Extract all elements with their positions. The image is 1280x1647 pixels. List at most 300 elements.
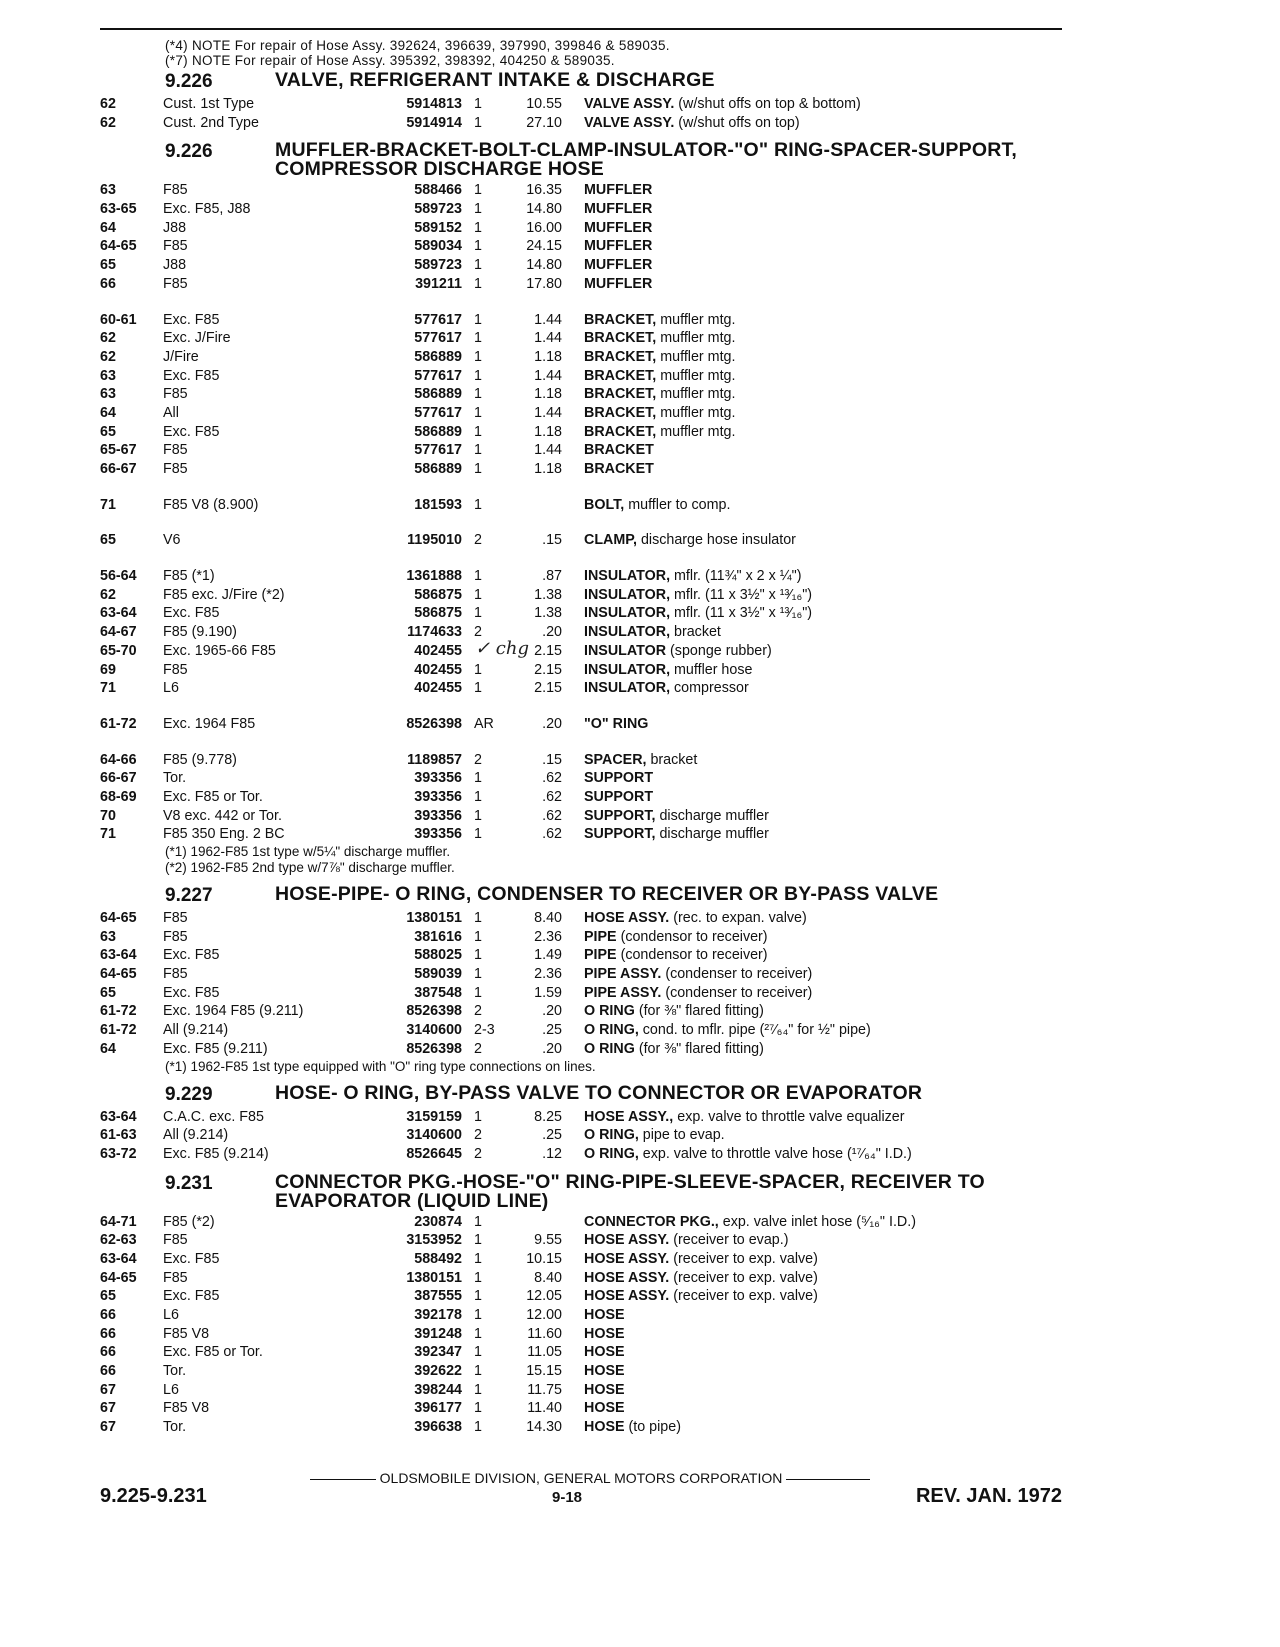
model-year: 65	[100, 984, 116, 1001]
part-number: 393356	[414, 807, 462, 824]
price: .25	[542, 1022, 562, 1039]
description-cell	[562, 114, 1062, 133]
part-name: CLAMP,	[584, 532, 637, 549]
model-year: 64-65	[100, 238, 137, 255]
model-cell	[163, 1269, 375, 1288]
section-footnote: (*2) 1962-F85 2nd type w/7⅞" discharge muffler.	[165, 860, 455, 875]
part-number: 588025	[414, 947, 462, 964]
part-row	[100, 909, 1062, 928]
model-year: 64-65	[100, 910, 137, 926]
part-number: 392622	[414, 1363, 462, 1380]
part-name: O RING	[584, 1040, 635, 1057]
quantity: 1	[474, 1269, 482, 1286]
model-name: V6	[163, 532, 185, 548]
part-description: cond. to mflr. pipe (²⁷⁄₆₄" for ½" pipe)	[638, 1022, 871, 1039]
description-cell	[562, 1269, 1062, 1288]
quantity: 2-3	[474, 1022, 495, 1039]
part-name: MUFFLER	[584, 238, 653, 255]
part-row	[100, 237, 1062, 256]
model-cell	[163, 1418, 375, 1437]
model-name: F85	[163, 238, 192, 254]
section-heading	[100, 1081, 1062, 1106]
quantity: 1	[474, 1363, 482, 1380]
description-cell	[562, 1002, 1062, 1021]
model-year: 67	[100, 1419, 116, 1436]
part-number: 230874	[414, 1213, 462, 1230]
price: 14.80	[526, 201, 562, 218]
model-cell	[163, 237, 375, 256]
quantity: 1	[474, 826, 482, 843]
part-row	[100, 807, 1062, 826]
quantity: 1	[474, 114, 482, 131]
part-description: discharge hose insulator	[636, 532, 796, 549]
model-year: 62	[100, 114, 116, 131]
model-cell	[163, 984, 375, 1003]
part-number: 3153952	[406, 1232, 462, 1249]
description-cell	[562, 385, 1062, 404]
part-number: 393356	[414, 770, 462, 787]
part-row	[100, 1269, 1062, 1288]
quantity: 1	[474, 96, 482, 112]
part-number: 589152	[414, 219, 462, 236]
part-number: 8526398	[406, 1003, 462, 1020]
description-cell	[562, 531, 1062, 550]
model-cell	[163, 661, 375, 680]
part-number: 3159159	[406, 1108, 462, 1125]
model-cell	[163, 1145, 375, 1164]
model-name: F85	[163, 442, 192, 458]
part-row	[100, 751, 1062, 770]
part-row	[100, 1381, 1062, 1400]
model-cell	[163, 1213, 375, 1232]
description-cell	[562, 567, 1062, 586]
description-cell	[562, 441, 1062, 460]
model-year: 66-67	[100, 770, 137, 787]
price: 14.80	[526, 257, 562, 274]
part-row	[100, 1021, 1062, 1040]
description-cell	[562, 1399, 1062, 1418]
quantity: 1	[474, 807, 482, 824]
footer-revision: REV. JAN. 1972	[915, 1485, 1062, 1507]
part-row	[100, 1002, 1062, 1021]
model-year: 61-72	[100, 1003, 137, 1020]
model-name: F85	[163, 966, 192, 982]
price: 1.18	[534, 423, 562, 440]
model-name: F85	[163, 276, 192, 292]
model-name: Exc. F85	[163, 985, 223, 1001]
model-name: Exc. F85, J88	[163, 201, 254, 217]
model-name: V8 exc. 442 or Tor.	[163, 808, 286, 824]
part-name: HOSE ASSY.,	[584, 1108, 674, 1125]
part-row	[100, 1040, 1062, 1059]
part-number: 586889	[414, 461, 462, 477]
group-spacer	[100, 734, 1062, 751]
footer-page-number: 9-18	[552, 1489, 583, 1506]
price: .62	[542, 788, 562, 805]
section-spacer	[100, 132, 1062, 138]
model-year: 65	[100, 257, 116, 274]
quantity: 1	[474, 661, 482, 678]
model-cell	[163, 909, 375, 928]
quantity: 1	[474, 966, 482, 983]
description-cell	[562, 661, 1062, 680]
description-cell	[562, 604, 1062, 623]
model-name: Exc. F85	[163, 947, 223, 963]
price: .20	[542, 715, 562, 732]
part-row	[100, 769, 1062, 788]
model-name: J/Fire	[163, 349, 203, 365]
part-name: BOLT,	[584, 496, 625, 513]
description-cell	[562, 642, 1062, 661]
part-name: INSULATOR,	[584, 586, 671, 603]
part-name: CONNECTOR PKG.,	[584, 1213, 719, 1230]
price: 2.36	[534, 966, 562, 983]
part-name: BRACKET,	[584, 330, 657, 347]
part-row	[100, 496, 1062, 515]
part-row	[100, 825, 1062, 844]
part-number: 402455	[414, 642, 462, 659]
model-cell	[163, 219, 375, 238]
price: .62	[542, 770, 562, 787]
top-rule	[100, 28, 1062, 30]
part-number: 393356	[414, 788, 462, 805]
part-description: mflr. (11 x 3½" x ¹³⁄₁₆")	[670, 605, 813, 622]
model-cell	[163, 423, 375, 442]
model-name: Exc. F85 or Tor.	[163, 1344, 267, 1360]
model-year: 63	[100, 182, 116, 199]
part-description: compressor	[670, 680, 749, 697]
description-cell	[562, 311, 1062, 330]
part-number: 588466	[414, 182, 462, 199]
model-cell	[163, 200, 375, 219]
price: 16.35	[526, 182, 562, 199]
part-number: 586889	[414, 348, 462, 365]
quantity: 1	[474, 311, 482, 328]
model-year: 64	[100, 404, 116, 421]
model-year: 63	[100, 367, 116, 384]
part-name: HOSE ASSY.	[584, 910, 670, 926]
quantity: 1	[474, 1307, 482, 1323]
description-cell	[562, 219, 1062, 238]
part-row	[100, 441, 1062, 460]
part-number: 402455	[414, 661, 462, 678]
description-cell	[562, 946, 1062, 965]
footer-section-range: 9.225-9.231	[100, 1485, 207, 1507]
model-cell	[163, 95, 375, 114]
part-name: HOSE	[584, 1363, 625, 1380]
quantity: 1	[474, 1381, 482, 1398]
model-year: 63-72	[100, 1145, 137, 1162]
model-cell	[163, 1021, 375, 1040]
description-cell	[562, 237, 1062, 256]
price: .62	[542, 826, 562, 843]
description-cell	[562, 1381, 1062, 1400]
part-name: BRACKET,	[584, 404, 657, 421]
part-row	[100, 661, 1062, 680]
model-cell	[163, 623, 375, 642]
part-row	[100, 404, 1062, 423]
model-year: 66	[100, 1325, 116, 1342]
part-description: (sponge rubber)	[666, 642, 772, 659]
model-year: 56-64	[100, 568, 137, 585]
part-number: 1195010	[407, 532, 462, 549]
price: 1.38	[534, 586, 562, 603]
model-year: 65	[100, 1288, 116, 1305]
model-name: Exc. F85	[163, 1251, 223, 1267]
model-name: C.A.C. exc. F85	[163, 1109, 268, 1125]
part-row	[100, 1231, 1062, 1250]
description-cell	[562, 1213, 1062, 1232]
model-name: Exc. F85	[163, 424, 223, 440]
model-cell	[163, 311, 375, 330]
model-year: 68-69	[100, 788, 137, 805]
part-description: exp. valve to throttle valve equalizer	[673, 1108, 905, 1125]
model-name: F85	[163, 386, 192, 402]
handwritten-annotation: ✓ chg	[475, 638, 529, 659]
part-description: (condensor to receiver)	[616, 947, 768, 964]
description-cell	[562, 1250, 1062, 1269]
model-name: Exc. F85	[163, 312, 223, 328]
section-heading	[100, 141, 1062, 179]
model-cell	[163, 567, 375, 586]
description-cell	[562, 95, 1062, 114]
price: 1.49	[534, 947, 562, 964]
model-name: F85	[163, 929, 192, 945]
model-year: 65-67	[100, 442, 137, 459]
price: 1.18	[534, 386, 562, 403]
description-cell	[562, 679, 1062, 698]
price: 17.80	[526, 275, 562, 292]
model-name: L6	[163, 680, 183, 696]
part-name: SUPPORT,	[584, 807, 656, 824]
model-cell	[163, 348, 375, 367]
model-cell	[163, 1343, 375, 1362]
section-number: 9.231	[165, 1172, 213, 1194]
header-note: (*7) NOTE For repair of Hose Assy. 395392, 398392, 404250 & 589035.	[165, 53, 615, 68]
description-cell	[562, 1306, 1062, 1325]
model-year: 64	[100, 1040, 116, 1057]
model-name: Tor.	[163, 1419, 190, 1435]
part-number: 588492	[414, 1250, 462, 1267]
description-cell	[562, 200, 1062, 219]
part-number: 8526398	[406, 715, 462, 732]
part-name: INSULATOR,	[584, 605, 671, 622]
part-name: MUFFLER	[584, 257, 653, 274]
part-description: bracket	[670, 624, 721, 641]
part-row	[100, 1287, 1062, 1306]
part-name: O RING	[584, 1003, 635, 1020]
footer-division-text: OLDSMOBILE DIVISION, GENERAL MOTORS CORPORATION	[376, 1470, 787, 1486]
model-year: 63-64	[100, 947, 137, 964]
model-name: Exc. F85 or Tor.	[163, 789, 267, 805]
part-description: (condenser to receiver)	[661, 966, 813, 983]
part-row	[100, 460, 1062, 479]
model-name: Exc. 1964 F85	[163, 716, 259, 732]
model-year: 61-72	[100, 715, 137, 732]
model-name: Exc. F85 (9.211)	[163, 1041, 272, 1057]
description-cell	[562, 1231, 1062, 1250]
part-name: HOSE	[584, 1307, 625, 1323]
part-number: 1380151	[406, 1269, 462, 1286]
model-cell	[163, 1231, 375, 1250]
part-name: BRACKET,	[584, 367, 657, 384]
description-cell	[562, 1040, 1062, 1059]
part-row	[100, 329, 1062, 348]
part-number: 3140600	[406, 1127, 462, 1144]
model-name: F85 exc. J/Fire (*2)	[163, 587, 289, 603]
model-cell	[163, 825, 375, 844]
quantity: 1	[474, 423, 482, 440]
model-cell	[163, 946, 375, 965]
price: 11.05	[527, 1344, 562, 1361]
part-row	[100, 275, 1062, 294]
part-row	[100, 348, 1062, 367]
quantity: 1	[474, 1325, 482, 1342]
model-name: F85 V8 (8.900)	[163, 497, 262, 513]
part-row	[100, 256, 1062, 275]
part-description: muffler to comp.	[624, 496, 731, 513]
model-cell	[163, 531, 375, 550]
quantity: 1	[474, 1250, 482, 1267]
part-name: INSULATOR,	[584, 568, 671, 585]
price: 15.15	[526, 1363, 562, 1380]
part-name: VALVE ASSY.	[584, 96, 675, 112]
part-name: HOSE	[584, 1344, 625, 1361]
section-footnote: (*1) 1962-F85 1st type w/5¼" discharge muffler.	[165, 844, 451, 859]
model-cell	[163, 1325, 375, 1344]
model-cell	[163, 1362, 375, 1381]
quantity: 1	[474, 275, 482, 292]
description-cell	[562, 404, 1062, 423]
part-row	[100, 567, 1062, 586]
model-cell	[163, 329, 375, 348]
model-year: 63-64	[100, 605, 137, 622]
price: 11.75	[527, 1381, 562, 1398]
price: 1.44	[534, 404, 562, 421]
description-cell	[562, 1145, 1062, 1164]
quantity: 1	[474, 496, 482, 513]
description-cell	[562, 423, 1062, 442]
part-number: 586875	[414, 605, 462, 622]
model-cell	[163, 769, 375, 788]
part-number: 577617	[414, 311, 462, 328]
catalog-page	[100, 28, 1062, 1443]
part-number: 402455	[414, 680, 462, 697]
model-name: J88	[163, 257, 190, 273]
model-name: L6	[163, 1307, 183, 1323]
price: 1.44	[534, 330, 562, 347]
part-number: 387548	[414, 984, 462, 1001]
price: 8.25	[534, 1108, 562, 1125]
part-name: O RING,	[584, 1127, 639, 1144]
part-name: MUFFLER	[584, 275, 653, 292]
quantity: 1	[474, 367, 482, 384]
model-cell	[163, 367, 375, 386]
part-description: (w/shut offs on top & bottom)	[674, 96, 861, 112]
model-name: J88	[163, 220, 190, 236]
part-number: 1174633	[407, 624, 462, 641]
model-name: Exc. F85	[163, 1288, 223, 1304]
part-description: pipe to evap.	[638, 1127, 725, 1144]
description-cell	[562, 586, 1062, 605]
quantity: AR	[474, 715, 494, 732]
model-year: 60-61	[100, 311, 137, 328]
quantity: 2	[474, 1040, 482, 1057]
part-row	[100, 114, 1062, 133]
section-spacer	[100, 1437, 1062, 1443]
model-cell	[163, 807, 375, 826]
quantity: 1	[474, 984, 482, 1001]
part-name: PIPE ASSY.	[584, 984, 662, 1001]
part-name: INSULATOR,	[584, 680, 671, 697]
quantity: 1	[474, 568, 482, 585]
part-description: (rec. to expan. valve)	[669, 910, 807, 926]
part-description: muffler mtg.	[656, 386, 736, 403]
part-row	[100, 219, 1062, 238]
model-name: F85 (9.778)	[163, 752, 241, 768]
description-cell	[562, 367, 1062, 386]
group-spacer	[100, 698, 1062, 715]
model-name: F85 (9.190)	[163, 624, 241, 640]
description-cell	[562, 788, 1062, 807]
quantity: 1	[474, 1288, 482, 1305]
model-year: 62	[100, 96, 116, 112]
section-number: 9.229	[165, 1083, 213, 1105]
part-description: mflr. (11¾" x 2 x ¼")	[670, 568, 802, 585]
quantity: 1	[474, 461, 482, 477]
model-cell	[163, 256, 375, 275]
section-spacer	[100, 1164, 1062, 1170]
part-name: BRACKET,	[584, 311, 657, 328]
part-description: discharge muffler	[655, 826, 769, 843]
part-description: exp. valve to throttle valve hose (¹⁷⁄₆₄" I.D.)	[638, 1145, 912, 1162]
part-description: (receiver to exp. valve)	[669, 1288, 818, 1305]
part-row	[100, 946, 1062, 965]
model-cell	[163, 1040, 375, 1059]
quantity: 1	[474, 201, 482, 218]
description-cell	[562, 807, 1062, 826]
part-number: 391211	[415, 275, 462, 292]
part-row	[100, 1306, 1062, 1325]
model-name: F85	[163, 182, 192, 198]
model-cell	[163, 965, 375, 984]
model-cell	[163, 928, 375, 947]
part-name: HOSE	[584, 1400, 625, 1417]
model-name: All (9.214)	[163, 1127, 232, 1143]
description-cell	[562, 769, 1062, 788]
price: .15	[542, 751, 562, 768]
quantity: 1	[474, 586, 482, 603]
model-year: 71	[100, 680, 116, 697]
part-row	[100, 200, 1062, 219]
price: 1.59	[534, 984, 562, 1001]
part-row	[100, 1418, 1062, 1437]
model-year: 69	[100, 661, 116, 678]
part-number: 5914914	[406, 114, 462, 131]
model-year: 64	[100, 219, 116, 236]
part-description: (receiver to exp. valve)	[669, 1250, 818, 1267]
model-year: 61-63	[100, 1127, 137, 1144]
price: .15	[542, 532, 562, 549]
price: 10.15	[526, 1250, 562, 1267]
model-name: F85	[163, 461, 192, 477]
group-spacer	[100, 294, 1062, 311]
model-cell	[163, 460, 375, 479]
part-row	[100, 1325, 1062, 1344]
model-name: Exc. F85	[163, 368, 223, 384]
section-title: HOSE- O RING, BY-PASS VALVE TO CONNECTOR OR EVAPORATOR	[275, 1081, 923, 1104]
model-cell	[163, 1002, 375, 1021]
